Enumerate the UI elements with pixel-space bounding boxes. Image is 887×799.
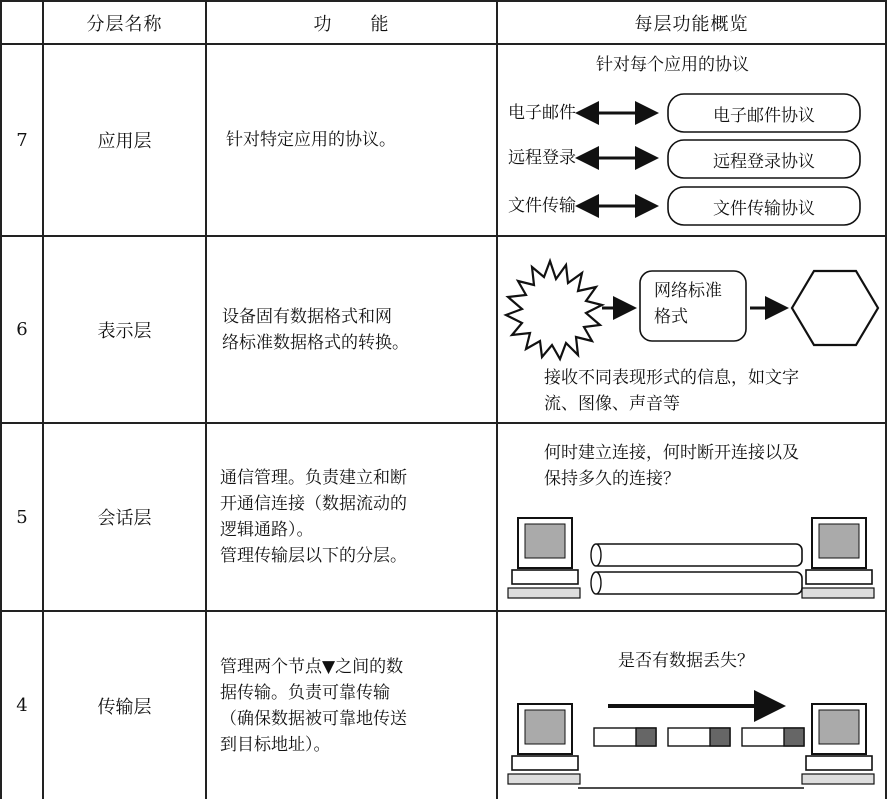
data-packet-icon [668, 728, 730, 746]
layer-function-presentation: 设备固有数据格式和网 络标准数据格式的转换。 [222, 306, 409, 353]
session-connection-diagram [498, 424, 885, 610]
header-function: 功 能 [313, 13, 390, 35]
app-item-remote-login: 远程登录 [508, 148, 576, 168]
hexagon-icon [792, 271, 878, 345]
data-packet-icon [742, 728, 804, 746]
network-standard-format-label: 网络标准 格式 [654, 281, 722, 327]
session-overview-caption: 何时建立连接，何时断开连接以及 保持多久的连接？ [544, 443, 799, 489]
transport-data-diagram [498, 612, 885, 799]
computer-icon [508, 518, 580, 598]
layer-number-5: 5 [16, 506, 28, 528]
layer-function-transport: 管理两个节点▼之间的数 据传输。负责可靠传输 （确保数据被可靠地传送 到目标地址）。 [220, 656, 407, 755]
protocol-remote-login: 远程登录协议 [713, 151, 815, 172]
layer-name-presentation: 表示层 [97, 320, 152, 342]
layer-function-application: 针对特定应用的协议。 [226, 130, 396, 150]
presentation-overview-caption: 接收不同表现形式的信息，如文字 流、图像、声音等 [544, 368, 799, 414]
layer-name-session: 会话层 [97, 508, 152, 529]
layer-number-6: 6 [16, 319, 28, 340]
layer-function-session: 通信管理。负责建立和断 开通信连接（数据流动的 逻辑通路）。 管理传输层以下的分层。 [220, 468, 407, 566]
computer-icon [802, 704, 874, 784]
data-packet-icon [594, 728, 656, 746]
transport-overview-caption: 是否有数据丢失？ [618, 651, 754, 671]
layer-number-4: 4 [16, 695, 28, 716]
app-item-file-transfer: 文件传输 [508, 196, 576, 216]
computer-icon [802, 518, 874, 598]
connection-pipe-icon [591, 544, 802, 566]
starburst-icon [506, 261, 602, 359]
layer-name-transport: 传输层 [97, 696, 152, 718]
protocol-file-transfer: 文件传输协议 [713, 198, 815, 219]
header-layer-name: 分层名称 [86, 13, 163, 35]
layer-name-application: 应用层 [97, 131, 152, 152]
computer-icon [508, 704, 580, 784]
header-overview: 每层功能概览 [634, 13, 749, 35]
app-item-email: 电子邮件 [508, 103, 576, 123]
protocol-email: 电子邮件协议 [713, 105, 815, 126]
application-overview-caption: 针对每个应用的协议 [596, 55, 749, 75]
connection-pipe-icon [591, 572, 802, 594]
layer-number-7: 7 [16, 129, 28, 151]
